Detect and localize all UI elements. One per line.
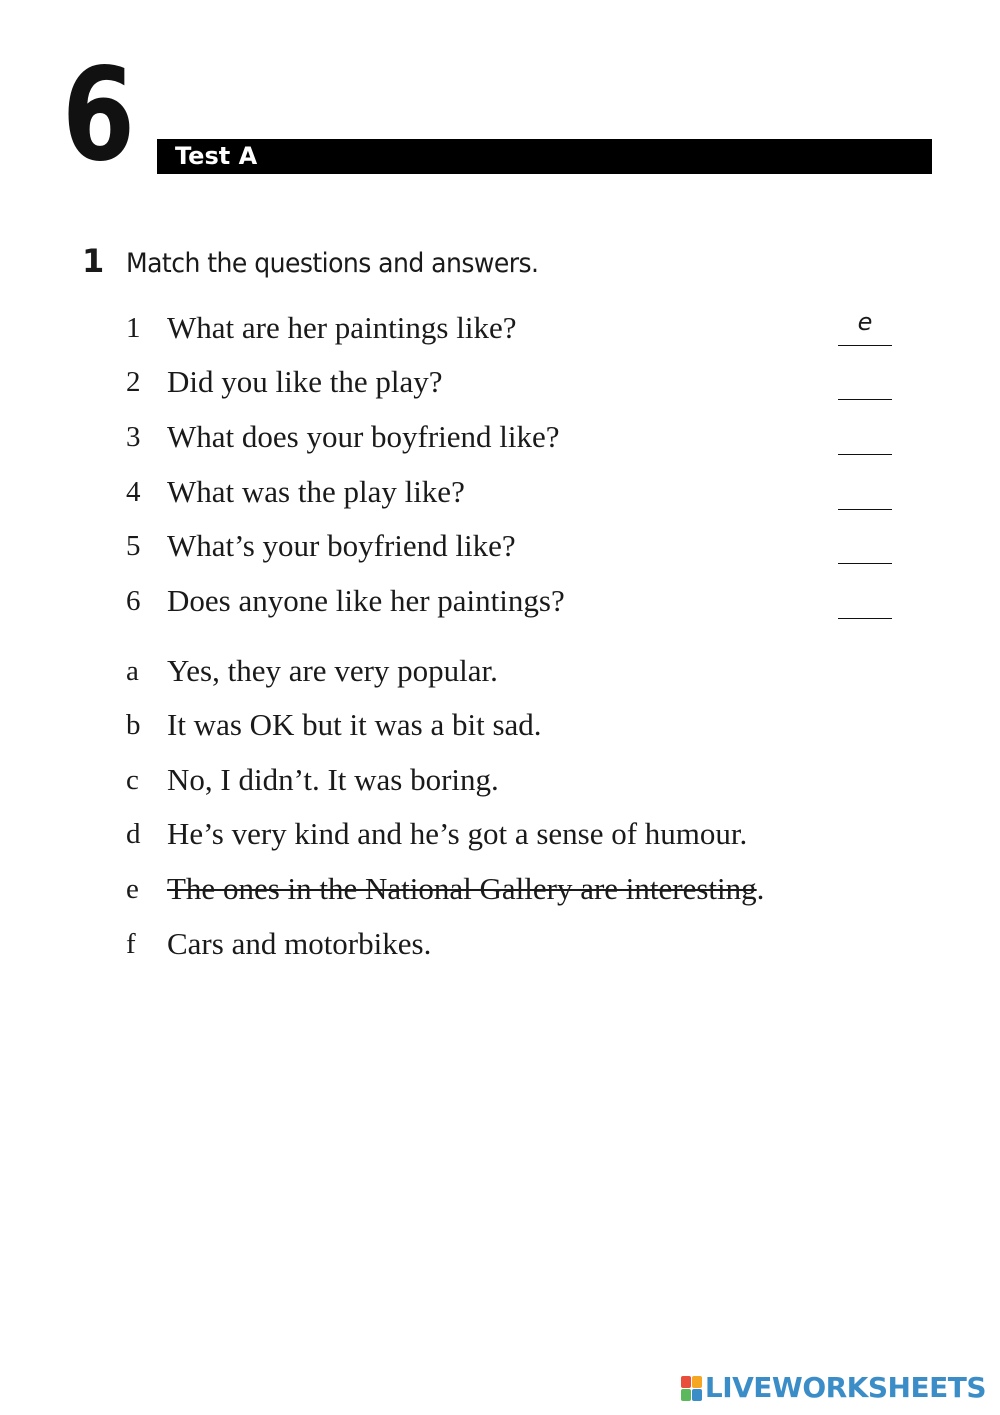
- question-number: 3: [126, 421, 141, 453]
- answer-text: He’s very kind and he’s got a sense of humour.: [167, 816, 748, 851]
- answer-text: No, I didn’t. It was boring.: [167, 762, 499, 797]
- question-row: [0, 362, 1000, 402]
- answer-blank[interactable]: [838, 526, 892, 564]
- question-row: [0, 417, 1000, 457]
- answer-option: [0, 924, 1000, 964]
- question-number: 1: [126, 312, 141, 344]
- logo-square: [681, 1376, 691, 1388]
- answer-blank[interactable]: [838, 581, 892, 619]
- question-text: Does anyone like her paintings?: [167, 583, 565, 618]
- struck-answer-text: The ones in the National Gallery are interesting: [167, 871, 757, 906]
- answer-option: [0, 705, 1000, 745]
- unit-number: 6: [62, 41, 136, 190]
- answer-text: It was OK but it was a bit sad.: [167, 707, 542, 742]
- answer-option: [0, 814, 1000, 854]
- question-number: 4: [126, 476, 141, 508]
- answer-blank[interactable]: [838, 472, 892, 510]
- answer-letter: f: [126, 928, 136, 960]
- answer-option: [0, 869, 1000, 909]
- logo-square: [681, 1389, 691, 1401]
- question-text: Did you like the play?: [167, 364, 443, 399]
- answer-text: Yes, they are very popular.: [167, 653, 498, 688]
- exercise-number: 1: [82, 242, 105, 280]
- answer-text-used: [167, 869, 764, 909]
- question-row: [0, 526, 1000, 566]
- liveworksheets-icon: [681, 1376, 701, 1400]
- logo-square: [692, 1376, 702, 1388]
- question-number: 5: [126, 530, 141, 562]
- answer-blank[interactable]: [838, 362, 892, 400]
- answer-letter: a: [126, 655, 139, 687]
- answer-letter: e: [126, 873, 139, 905]
- answer-blank[interactable]: [838, 417, 892, 455]
- answer-letter: c: [126, 764, 139, 796]
- question-text: What was the play like?: [167, 474, 465, 509]
- liveworksheets-logo: [681, 1371, 986, 1404]
- test-title-bar: [157, 139, 932, 174]
- question-number: 2: [126, 366, 141, 398]
- test-title: Test A: [175, 142, 258, 170]
- answer-text: Cars and motorbikes.: [167, 926, 432, 961]
- question-row: [0, 472, 1000, 512]
- question-number: 6: [126, 585, 141, 617]
- answer-option: [0, 651, 1000, 691]
- answer-letter: b: [126, 709, 141, 741]
- question-text: What’s your boyfriend like?: [167, 528, 516, 563]
- question-row: [0, 581, 1000, 621]
- question-text: What does your boyfriend like?: [167, 419, 560, 454]
- answer-period: .: [756, 871, 765, 906]
- logo-text: LIVEWORKSHEETS: [704, 1371, 986, 1404]
- question-text: What are her paintings like?: [167, 310, 517, 345]
- answer-letter: d: [126, 818, 141, 850]
- logo-square: [692, 1389, 702, 1401]
- exercise-instruction: Match the questions and answers.: [126, 248, 539, 279]
- question-row: [0, 308, 1000, 348]
- answer-option: [0, 760, 1000, 800]
- answer-blank[interactable]: e: [838, 308, 892, 346]
